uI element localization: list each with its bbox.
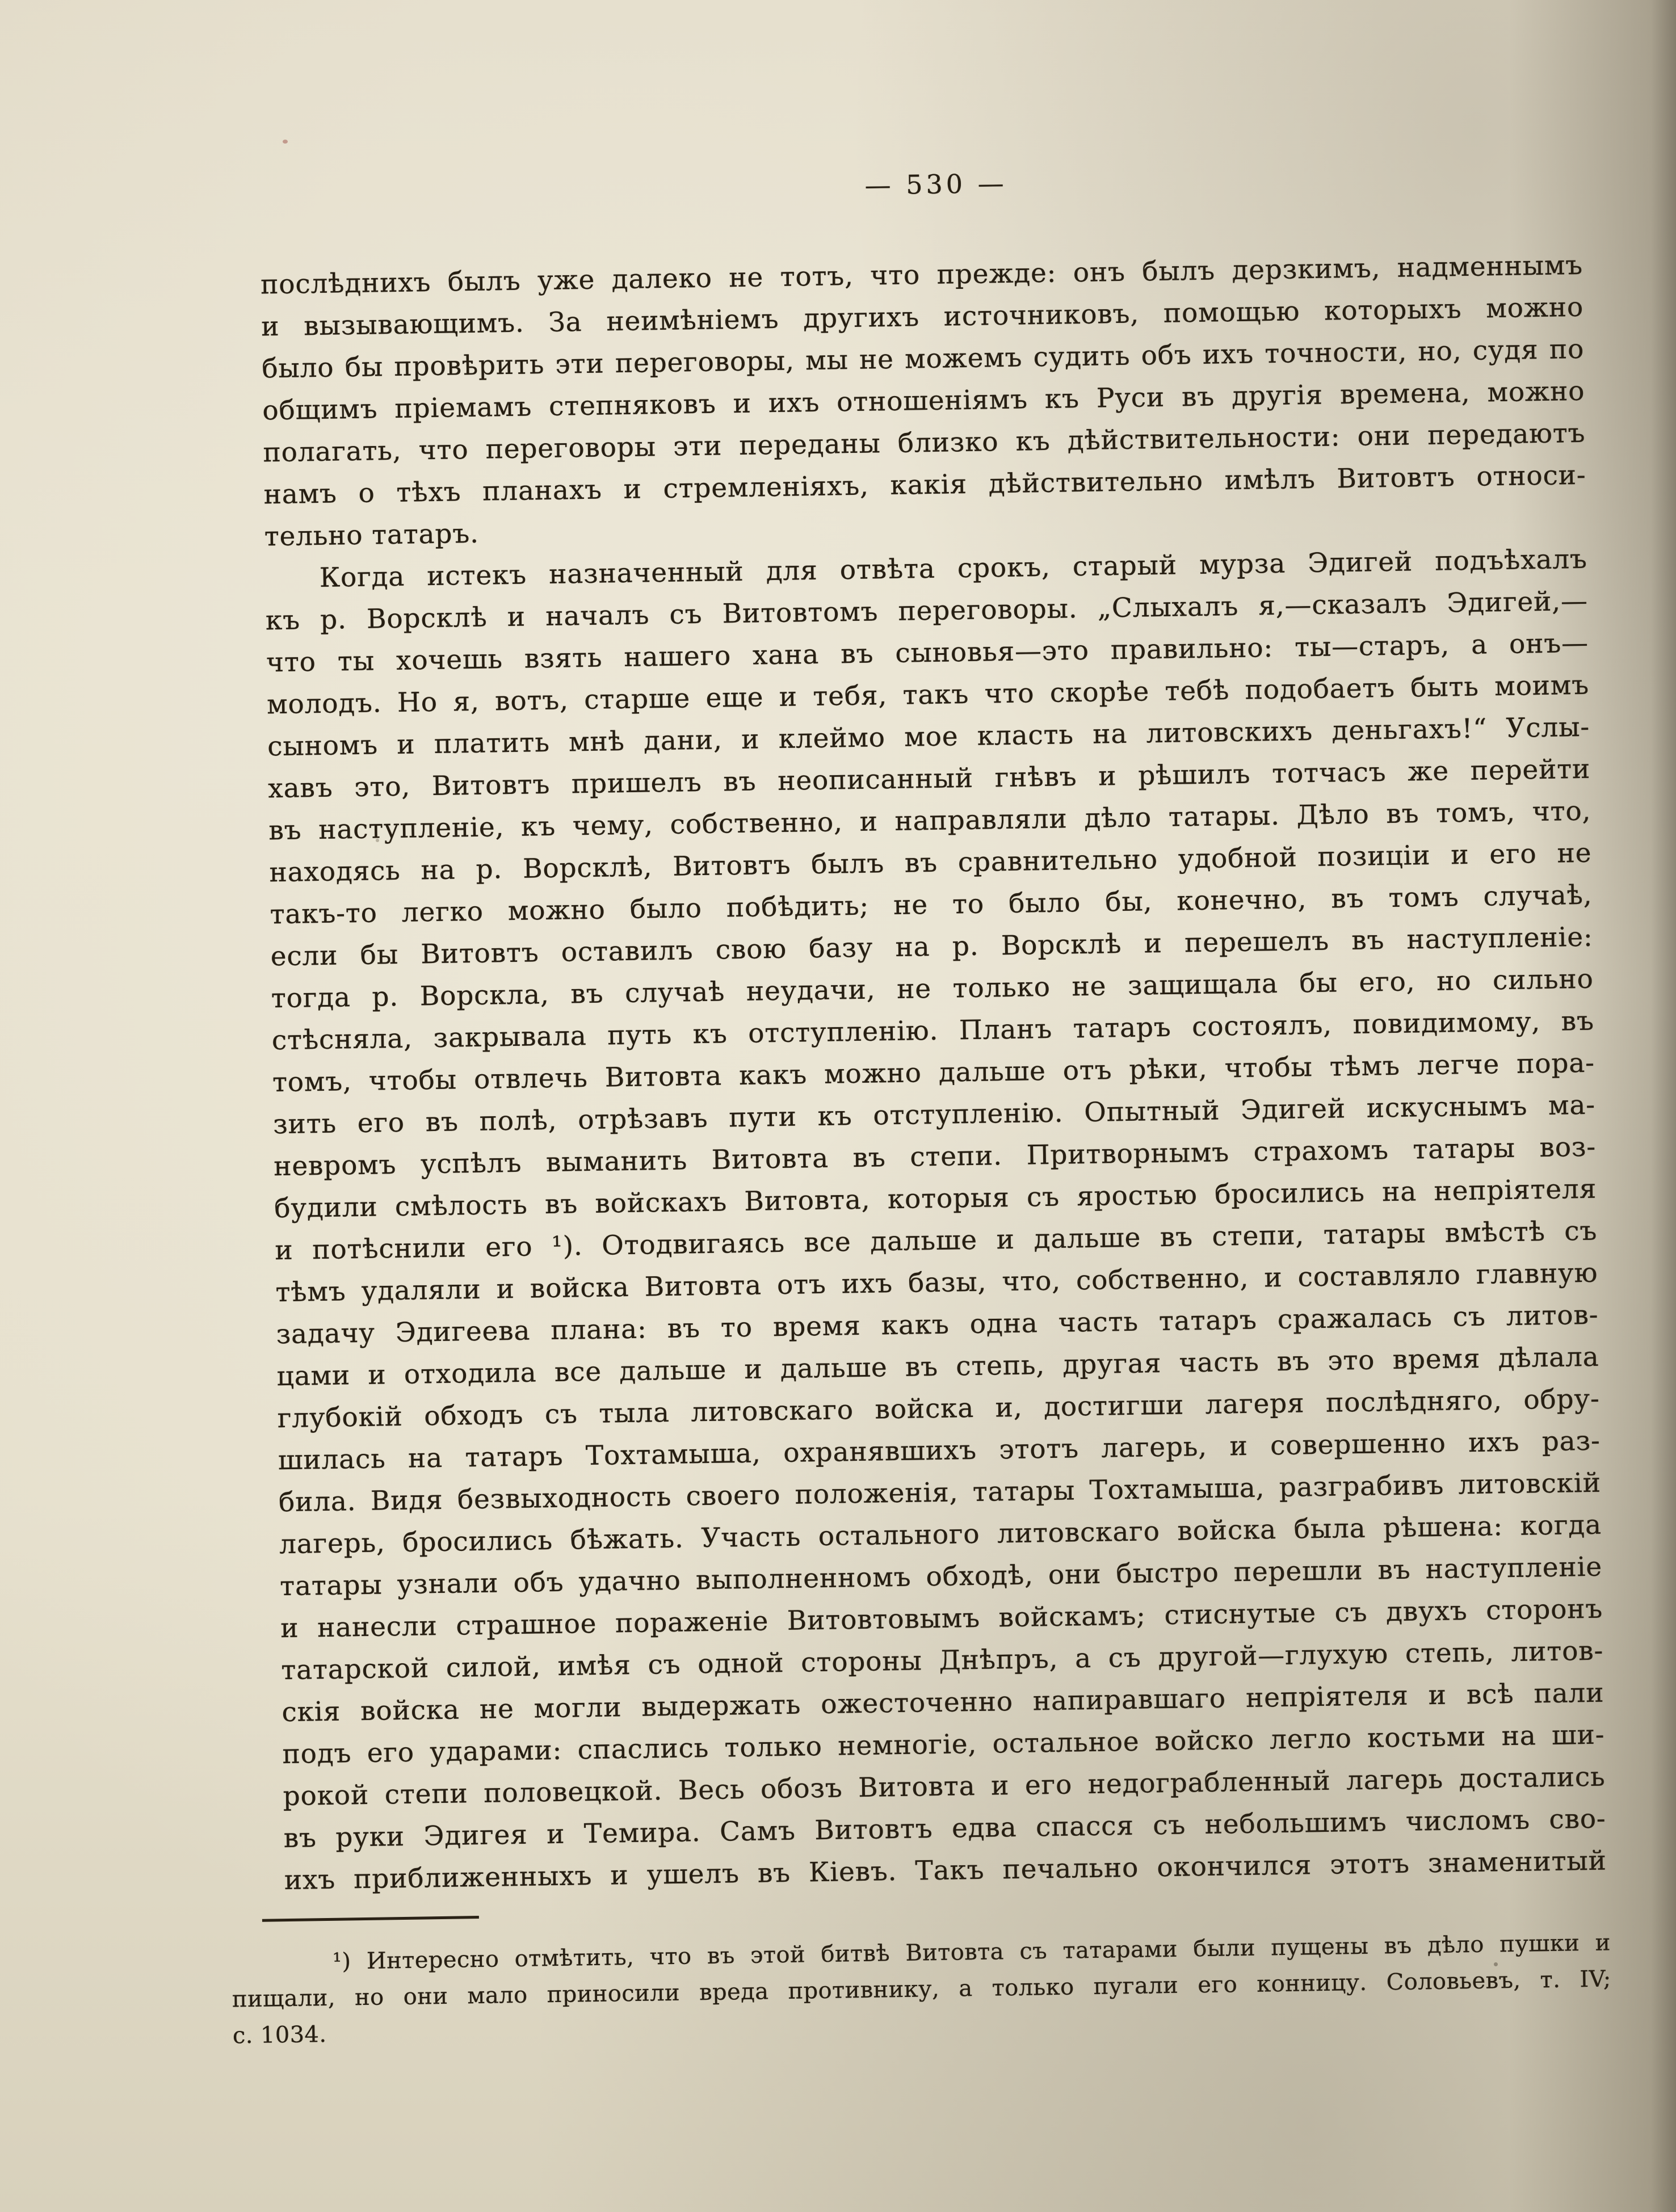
- text-line: стѣсняла, закрывала путь къ отступленію. Планъ татаръ состоялъ, повидимому, въ: [271, 1005, 1595, 1057]
- text-line: с. 1034.: [232, 2021, 327, 2049]
- text-line: хавъ это, Витовтъ пришелъ въ неописанный гнѣвъ и рѣшилъ тотчасъ же перейти: [267, 753, 1591, 805]
- footnote: [232, 1924, 1612, 2054]
- text-line: подъ его ударами: спаслись только немногіе, остальное войско легло костьми на ши-: [282, 1719, 1605, 1771]
- text-line: сыномъ и платить мнѣ дани, и клеймо мое класть на литовскихъ деньгахъ!“ Услы-: [267, 711, 1590, 763]
- text-line: ихъ приближенныхъ и ушелъ въ Кіевъ. Такъ печально окончился этотъ знаменитый: [284, 1845, 1607, 1896]
- text-line: общимъ пріемамъ степняковъ и ихъ отношеніямъ къ Руси въ другія времена, можно: [262, 375, 1585, 427]
- text-line: татары узнали объ удачно выполненномъ обходѣ, они быстро перешли въ наступленіе: [279, 1551, 1603, 1603]
- text-line: такъ-то легко можно было побѣдить; не то было бы, конечно, въ томъ случаѣ,: [270, 879, 1593, 931]
- text-line: татарской силой, имѣя съ одной стороны Днѣпръ, а съ другой—глухую степь, литов-: [280, 1635, 1604, 1687]
- text-line: послѣднихъ былъ уже далеко не тотъ, что прежде: онъ былъ дерзкимъ, надменнымъ: [260, 249, 1583, 301]
- text-line: скія войска не могли выдержать ожесточенно напиравшаго непріятеля и всѣ пали: [282, 1677, 1604, 1729]
- text-line: тогда р. Ворскла, въ случаѣ неудачи, не только не защищала бы его, но сильно: [271, 963, 1594, 1015]
- text-line: и вызывающимъ. За неимѣніемъ другихъ источниковъ, помощью которыхъ можно: [261, 291, 1584, 343]
- text-line: въ руки Эдигея и Темира. Самъ Витовтъ едва спасся съ небольшимъ числомъ сво-: [283, 1803, 1606, 1854]
- text-line: томъ, чтобы отвлечь Витовта какъ можно дальше отъ рѣки, чтобы тѣмъ легче пора-: [272, 1047, 1595, 1099]
- text-line: невромъ успѣлъ выманить Витовта въ степи. Притворнымъ страхомъ татары воз-: [273, 1131, 1597, 1183]
- text-line: если бы Витовтъ оставилъ свою базу на р. Ворсклѣ и перешелъ въ наступленіе:: [270, 921, 1593, 973]
- text-line: шилась на татаръ Тохтамыша, охранявшихъ этотъ лагерь, и совершенно ихъ раз-: [278, 1425, 1601, 1477]
- text-line: молодъ. Но я, вотъ, старше еще и тебя, такъ что скорѣе тебѣ подобаетъ быть моимъ: [266, 669, 1590, 721]
- text-line: пищали, но они мало приносили вреда противнику, а только пугали его конницу. Соловьевъ, т. IV;: [232, 1966, 1612, 2013]
- page-number-header: — 530 —: [864, 167, 1008, 201]
- text-line: рокой степи половецкой. Весь обозъ Витовта и его недограбленный лагерь достались: [283, 1761, 1606, 1813]
- text-line: намъ о тѣхъ планахъ и стремленіяхъ, какія дѣйствительно имѣлъ Витовтъ относи-: [263, 459, 1586, 511]
- text-line: зить его въ полѣ, отрѣзавъ пути къ отступленію. Опытный Эдигей искуснымъ ма-: [272, 1089, 1596, 1141]
- text-line: лагерь, бросились бѣжать. Участь остального литовскаго войска была рѣшена: когда: [279, 1509, 1602, 1561]
- text-line: къ р. Ворсклѣ и началъ съ Витовтомъ переговоры. „Слыхалъ я,—сказалъ Эдигей,—: [265, 585, 1589, 637]
- text-line: полагать, что переговоры эти переданы близко къ дѣйствительности: они передаютъ: [263, 417, 1586, 469]
- paragraph-main: [264, 539, 1607, 1902]
- text-line: тѣмъ удаляли и войска Витовта отъ ихъ базы, что, собственно, и составляло главную: [275, 1257, 1598, 1309]
- text-line: цами и отходила все дальше и дальше въ степь, другая часть въ это время дѣлала: [276, 1341, 1599, 1393]
- text-line: будили смѣлость въ войскахъ Витовта, которыя съ яростью бросились на непріятеля: [274, 1173, 1597, 1225]
- text-line: ¹) Интересно отмѣтить, что въ этой битвѣ Витовта съ татарами были пущены въ дѣло пушки и: [332, 1929, 1611, 1975]
- paragraph-continuation: [261, 245, 1587, 558]
- text-line: находясь на р. Ворсклѣ, Витовтъ былъ въ сравнительно удобной позиціи и его не: [269, 837, 1592, 889]
- text-line: что ты хочешь взять нашего хана въ сыновья—это правильно: ты—старъ, а онъ—: [266, 627, 1589, 679]
- text-line: было бы провѣрить эти переговоры, мы не можемъ судить объ ихъ точности, но, судя по: [261, 333, 1585, 385]
- text-line: глубокій обходъ съ тыла литовскаго войска и, достигши лагеря послѣдняго, обру-: [277, 1383, 1600, 1435]
- text-line: и потѣснили его ¹). Отодвигаясь все дальше и дальше въ степи, татары вмѣстѣ съ: [275, 1215, 1598, 1267]
- page-content: [232, 159, 1612, 2053]
- text-line: задачу Эдигеева плана: въ то время какъ одна часть татаръ сражалась съ литов-: [276, 1299, 1599, 1351]
- text-line: била. Видя безвыходность своего положенія, татары Тохтамыша, разграбивъ литовскій: [278, 1467, 1602, 1519]
- paper-speck: [283, 140, 288, 144]
- text-line: тельно татаръ.: [264, 518, 480, 553]
- text-line: и нанесли страшное пораженіе Витовтовымъ войскамъ; стиснутые съ двухъ сторонъ: [280, 1593, 1603, 1645]
- footnote-separator: [262, 1916, 479, 1922]
- text-line: въ наступленіе, къ чему, собственно, и направляли дѣло татары. Дѣло въ томъ, что,: [268, 795, 1591, 847]
- text-line: Когда истекъ назначенный для отвѣта срокъ, старый мурза Эдигей подъѣхалъ: [319, 543, 1587, 594]
